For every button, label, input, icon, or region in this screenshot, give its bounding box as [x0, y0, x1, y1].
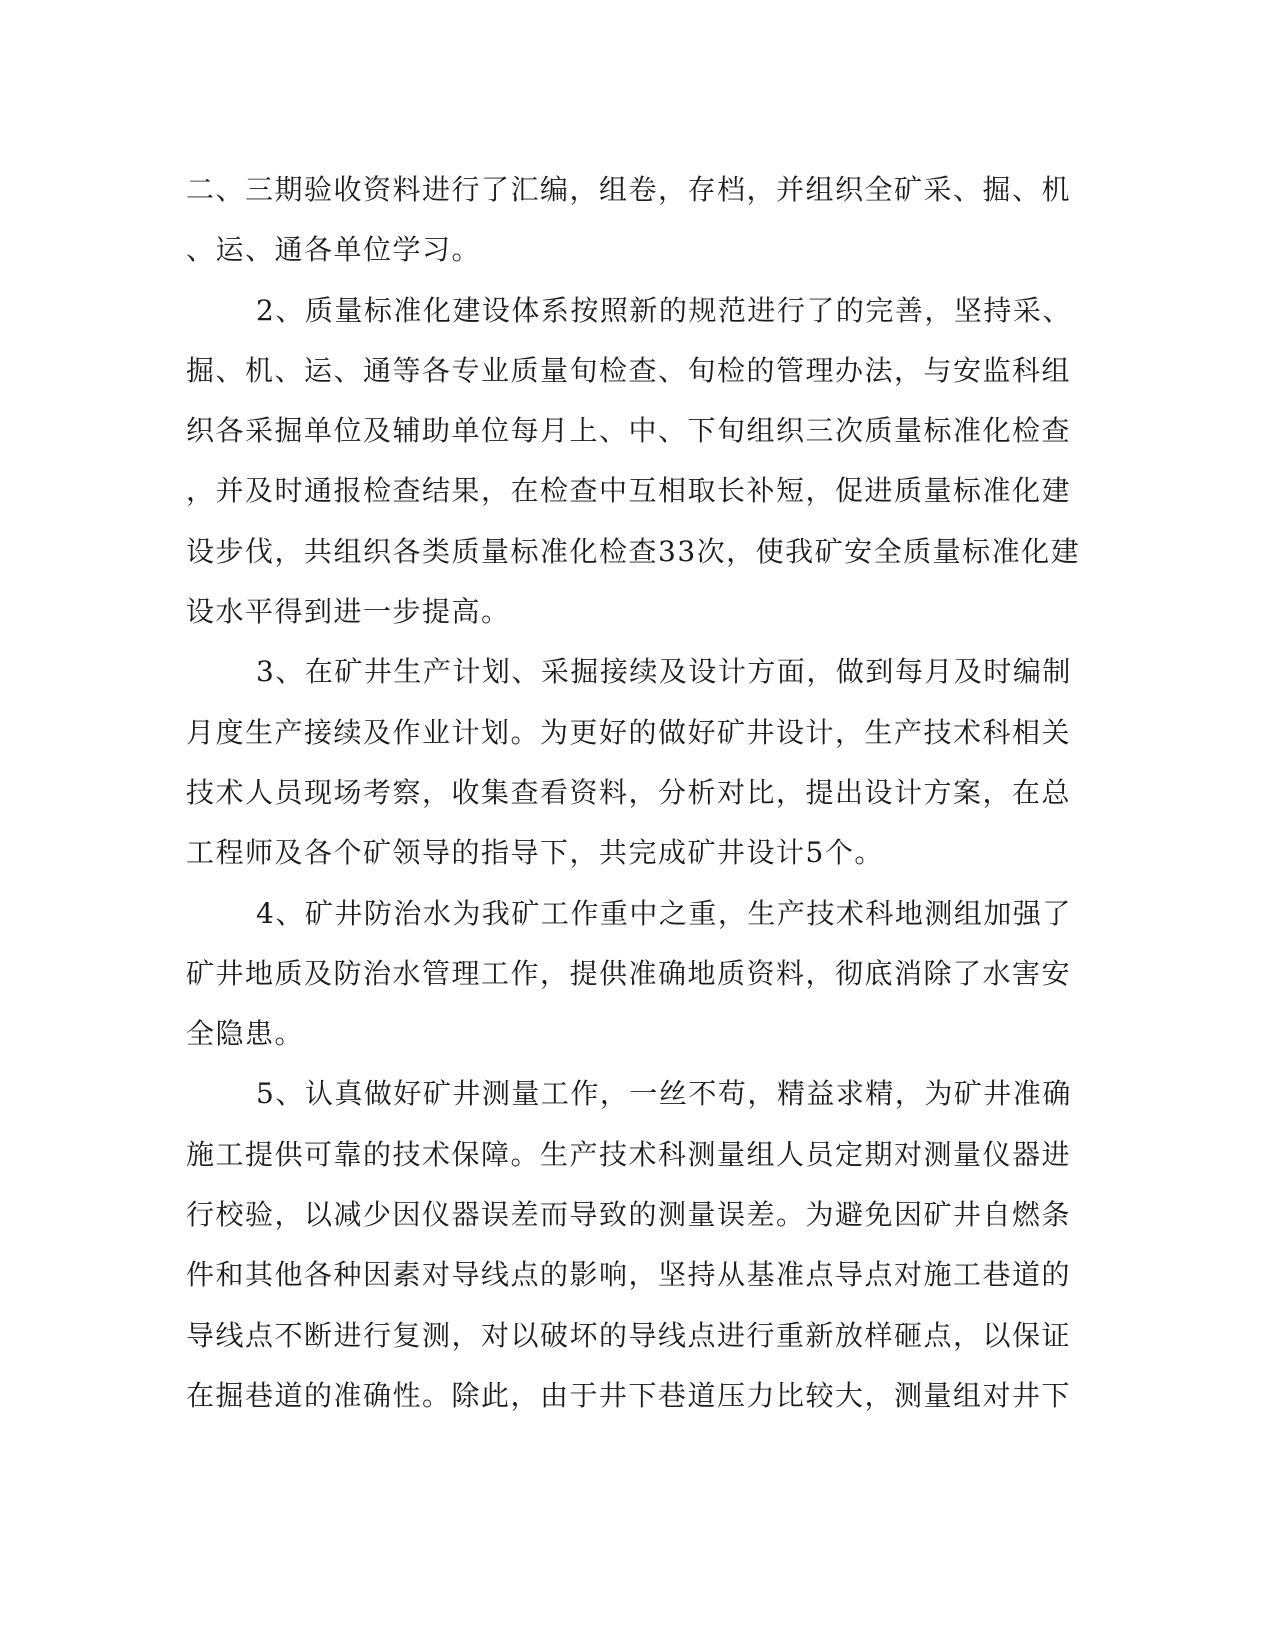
text-line: 、运、通各单位学习。: [186, 233, 482, 267]
text-line: 工程师及各个矿领导的指导下，共完成矿井设计5个。: [186, 836, 884, 870]
paragraph-5-start: 5、认真做好矿井测量工作，一丝不苟，精益求精，为矿井准确: [256, 1077, 1072, 1111]
text-line: 全隐患。: [186, 1017, 305, 1051]
text-line: 件和其他各种因素对导线点的影响，坚持从基准点导点对施工巷道的: [186, 1258, 1072, 1292]
text-line: 设水平得到进一步提高。: [186, 595, 511, 629]
text-line: 二、三期验收资料进行了汇编，组卷，存档，并组织全矿采、掘、机: [186, 173, 1072, 206]
body-text: [186, 160, 1081, 1426]
text-line: 施工提供可靠的技术保障。生产技术科测量组人员定期对测量仪器进: [186, 1137, 1072, 1171]
text-line: 在掘巷道的准确性。除此，由于井下巷道压力比较大，测量组对井下: [186, 1378, 1072, 1412]
text-line: 织各采掘单位及辅助单位每月上、中、下旬组织三次质量标准化检查: [186, 414, 1072, 448]
text-line: 设步伐，共组织各类质量标准化检查33次，使我矿安全质量标准化建: [186, 534, 1081, 568]
text-line: 月度生产接续及作业计划。为更好的做好矿井设计，生产技术科相关: [186, 715, 1072, 749]
text-line: 行校验，以减少因仪器误差而导致的测量误差。为避免因矿井自燃条: [186, 1198, 1072, 1232]
text-line: 掘、机、运、通等各专业质量旬检查、旬检的管理办法，与安监科组: [186, 353, 1072, 387]
paragraph-3-start: 3、在矿井生产计划、采掘接续及设计方面，做到每月及时编制: [256, 655, 1072, 689]
text-line: ，并及时通报检查结果，在检查中互相取长补短，促进质量标准化建: [186, 474, 1072, 508]
text-line: 导线点不断进行复测，对以破坏的导线点进行重新放样砸点，以保证: [186, 1318, 1072, 1352]
text-line: 矿井地质及防治水管理工作，提供准确地质资料，彻底消除了水害安: [186, 956, 1072, 990]
text-line: 技术人员现场考察，收集查看资料，分析对比，提出设计方案，在总: [186, 775, 1072, 809]
paragraph-4-start: 4、矿井防治水为我矿工作重中之重，生产技术科地测组加强了: [256, 896, 1072, 930]
paragraph-2-start: 2、质量标准化建设体系按照新的规范进行了的完善，坚持采、: [256, 293, 1072, 327]
